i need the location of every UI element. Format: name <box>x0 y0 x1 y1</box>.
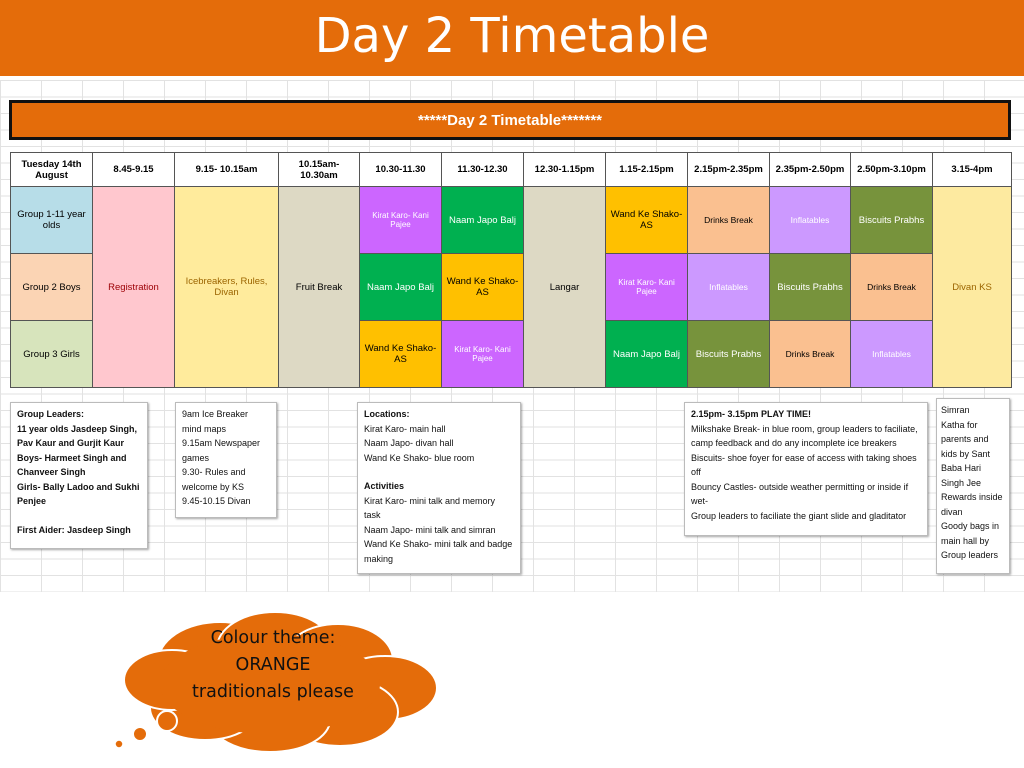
group-label: Group 2 Boys <box>11 254 93 321</box>
timetable-banner <box>9 100 1011 140</box>
timetable <box>10 152 1012 388</box>
header-time: 11.30-12.30 <box>442 153 524 187</box>
activity-cell: Wand Ke Shako- AS <box>442 254 524 321</box>
icebreaker-note: 9am Ice Breaker mind maps 9.15am Newspaper games 9.30- Rules and welcome by KS 9.45-10.15 Divan <box>175 402 277 518</box>
langar-cell: Langar <box>524 187 606 388</box>
cloud-line: Colour theme: <box>210 628 336 648</box>
header-time: 10.15am-10.30am <box>279 153 360 187</box>
cloud-line: traditionals please <box>192 682 354 702</box>
icebreakers-cell: Icebreakers, Rules, Divan <box>175 187 279 388</box>
registration-cell: Registration <box>93 187 175 388</box>
header-time: 2.15pm-2.35pm <box>688 153 770 187</box>
group-label: Group 1-11 year olds <box>11 187 93 254</box>
title-bar <box>0 0 1024 76</box>
banner-title: *****Day 2 Timetable******* <box>418 112 602 129</box>
activity-cell: Inflatables <box>770 187 851 254</box>
header-time: 8.45-9.15 <box>93 153 175 187</box>
header-time: 2.50pm-3.10pm <box>851 153 933 187</box>
divan-cell: Divan KS <box>933 187 1012 388</box>
activity-cell: Naam Japo Balj <box>360 254 442 321</box>
header-time: 9.15- 10.15am <box>175 153 279 187</box>
activity-cell: Kirat Karo- Kani Pajee <box>442 321 524 388</box>
locations-text: Kirat Karo- main hall Naam Japo- divan hall Wand Ke Shako- blue room <box>364 423 475 463</box>
activity-cell: Kirat Karo- Kani Pajee <box>360 187 442 254</box>
activities-title: Activities <box>364 481 405 491</box>
table-row <box>11 187 1012 254</box>
activity-cell: Drinks Break <box>851 254 933 321</box>
activities-text: Kirat Karo- mini talk and memory task Naam Japo- mini talk and simran Wand Ke Shako- mini talk and badge making <box>364 495 513 564</box>
activity-cell: Biscuits Prabhs <box>770 254 851 321</box>
activity-cell: Inflatables <box>851 321 933 388</box>
header-time: 10.30-11.30 <box>360 153 442 187</box>
simran-note: Simran Katha for parents and kids by Sant Baba Hari Singh Jee Rewards inside divan Goody bags in main hall by Group leaders <box>936 398 1010 574</box>
activity-cell: Wand Ke Shako- AS <box>606 187 688 254</box>
activity-cell: Biscuits Prabhs <box>688 321 770 388</box>
header-time: 2.35pm-2.50pm <box>770 153 851 187</box>
header-time: 12.30-1.15pm <box>524 153 606 187</box>
playtime-note <box>684 402 928 536</box>
locations-activities-note <box>357 402 521 574</box>
header-day: Tuesday 14th August <box>11 153 93 187</box>
header-time: 1.15-2.15pm <box>606 153 688 187</box>
slide-title: Day 2 Timetable <box>314 8 710 64</box>
header-row <box>11 153 1012 187</box>
activity-cell: Naam Japo Balj <box>606 321 688 388</box>
activity-cell: Biscuits Prabhs <box>851 187 933 254</box>
activity-cell: Naam Japo Balj <box>442 187 524 254</box>
fruit-break-cell: Fruit Break <box>279 187 360 388</box>
header-time: 3.15-4pm <box>933 153 1012 187</box>
locations-title: Locations: <box>364 409 410 419</box>
activity-cell: Kirat Karo- Kani Pajee <box>606 254 688 321</box>
group-label: Group 3 Girls <box>11 321 93 388</box>
playtime-text: Milkshake Break- in blue room, group leaders to faciliate, camp feedback and do any incomplete ice breakers Biscuits- shoe foyer for ease of access with taking shoes off Bouncy Castles- outside weather permitting or inside if wet- Group leaders to faciliate the giant slide and gladitator <box>691 423 918 521</box>
activity-cell: Drinks Break <box>770 321 851 388</box>
activity-cell: Inflatables <box>688 254 770 321</box>
playtime-title: 2.15pm- 3.15pm PLAY TIME! <box>691 409 812 419</box>
cloud-line: ORANGE <box>235 655 311 675</box>
cloud-text <box>178 625 368 706</box>
activity-cell: Drinks Break <box>688 187 770 254</box>
activity-cell: Wand Ke Shako- AS <box>360 321 442 388</box>
group-leaders-note: Group Leaders: 11 year olds Jasdeep Singh, Pav Kaur and Gurjit Kaur Boys- Harmeet Singh and Chanveer Singh Girls- Bally Ladoo and Sukhi Penjee First Aider: Jasdeep Singh <box>10 402 148 549</box>
